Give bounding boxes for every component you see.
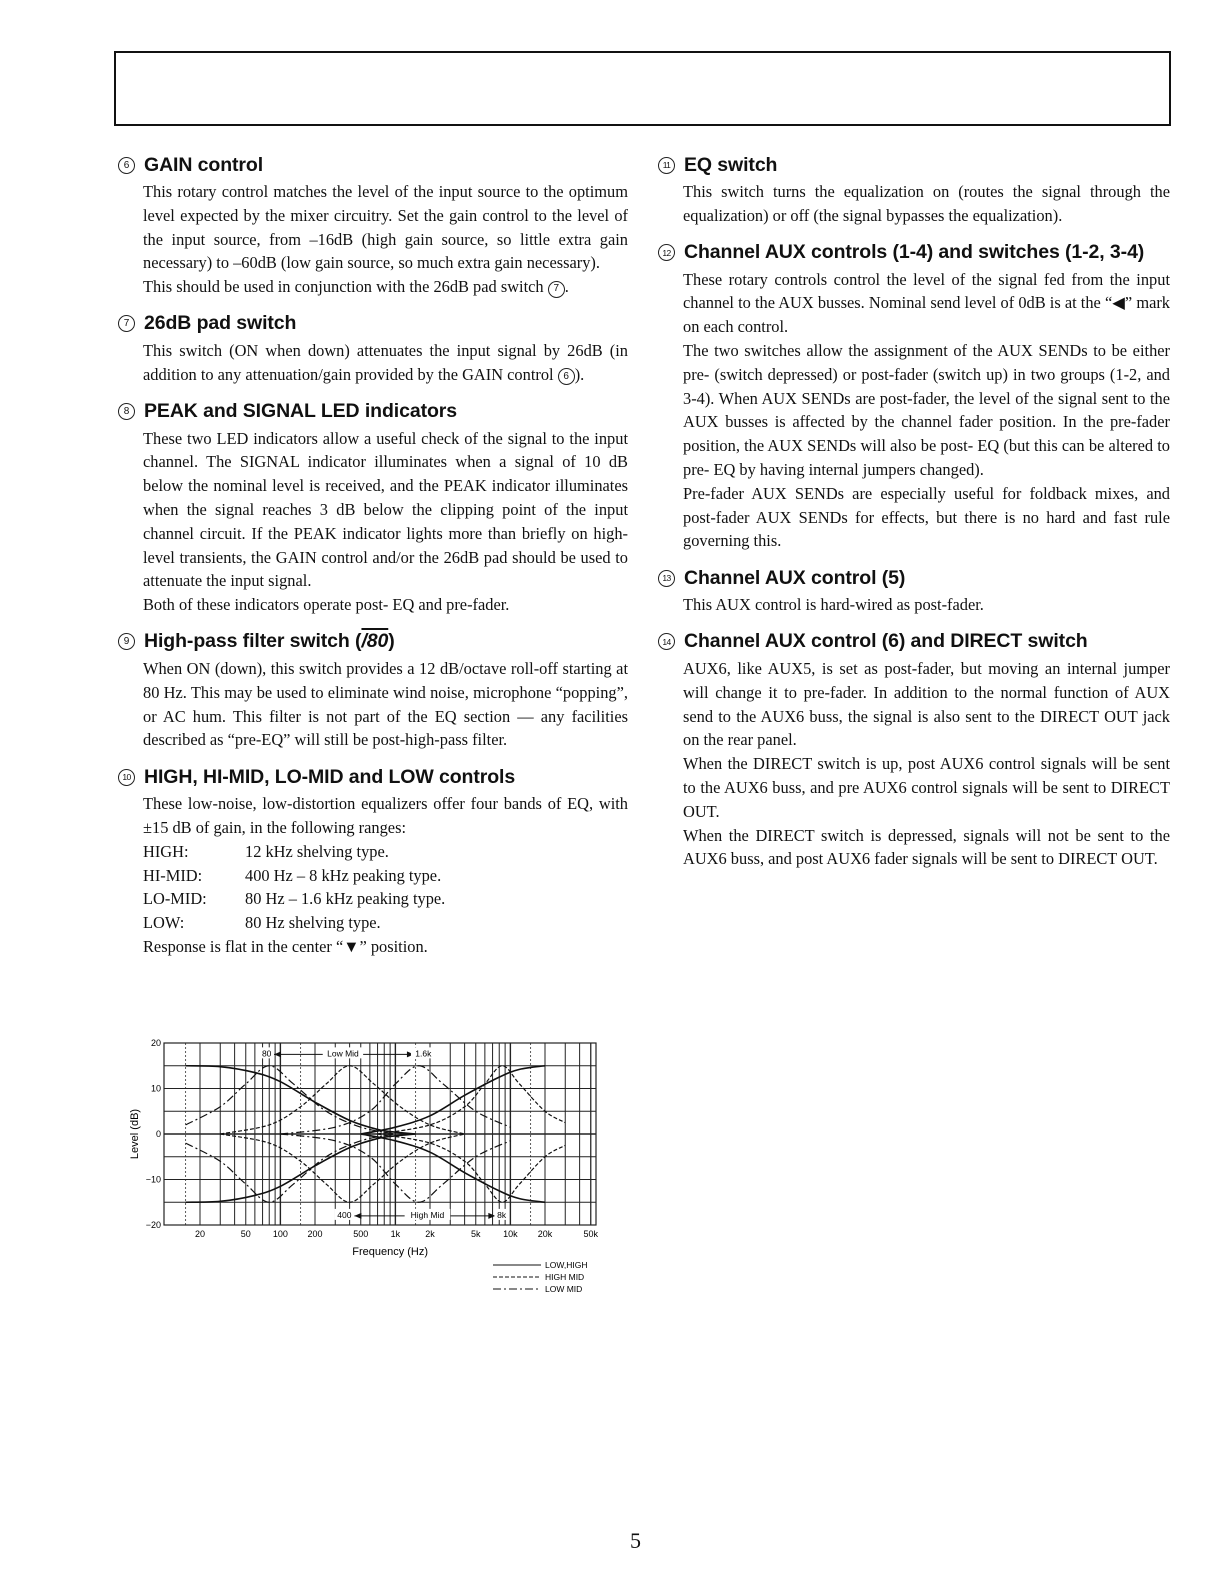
- svg-text:Low Mid: Low Mid: [327, 1048, 359, 1059]
- body-text: This switch turns the equalization on (routes the signal through the equalization) or off (the signal bypasses the equalization).: [683, 182, 1170, 225]
- section-title: Channel AUX control (6) and DIRECT switch: [684, 630, 1088, 653]
- section-aux-controls-1-4: [658, 238, 1170, 554]
- svg-text:10: 10: [150, 1083, 161, 1094]
- svg-text:LOW,HIGH: LOW,HIGH: [545, 1260, 588, 1270]
- item-number-badge: 9: [118, 633, 135, 650]
- section-title: Channel AUX controls (1-4) and switches (1-2, 3-4): [684, 241, 1145, 264]
- svg-text:8k: 8k: [497, 1209, 507, 1220]
- section-title: GAIN control: [144, 153, 264, 176]
- svg-text:2k: 2k: [425, 1229, 435, 1239]
- body-text: This AUX control is hard-wired as post-fader.: [683, 595, 984, 615]
- body-text: These low-noise, low-distortion equalizers offer four bands of EQ, with ±15 dB of gain, in the following ranges:: [143, 794, 628, 837]
- svg-text:100: 100: [272, 1229, 288, 1239]
- high-pass-symbol-icon: /80: [361, 630, 389, 653]
- right-column: [658, 150, 1170, 881]
- section-title: High-pass filter switch (: [144, 630, 362, 653]
- item-number-badge: 13: [658, 570, 675, 587]
- item-reference-badge: 6: [558, 368, 575, 385]
- item-number-badge: 8: [118, 403, 135, 420]
- section-title: 26dB pad switch: [144, 312, 297, 335]
- item-number-badge: 7: [118, 315, 135, 332]
- body-text: This switch (ON when down) attenuates the input signal by 26dB (in addition to any attenuation/gain provided by the GAIN control: [143, 340, 628, 384]
- item-number-badge: 11: [658, 157, 675, 174]
- body-text: When the DIRECT switch is depressed, signals will not be sent to the AUX6 buss, and post AUX6 fader signals will be sent to DIRECT OUT.: [683, 825, 1170, 869]
- header-frame: [114, 51, 1171, 126]
- svg-text:High Mid: High Mid: [410, 1209, 445, 1220]
- section-title: EQ switch: [684, 153, 778, 176]
- section-aux-control-5: [658, 563, 1170, 617]
- body-text: The two switches allow the assignment of the AUX SENDs to be either pre- (switch depressed) or post-fader (switch up) in two groups (1-2, and 3-4). When AUX SENDs are post-fader, the level of the signal sent to the AUX busses is affected by the channel fader position. In the pre-fader position, the AUX SENDs will also be post- EQ (but this can be altered to pre- EQ by having internal jumpers changed).: [683, 340, 1170, 479]
- svg-text:1.6k: 1.6k: [415, 1048, 432, 1059]
- svg-text:80: 80: [261, 1048, 272, 1059]
- section-title: PEAK and SIGNAL LED indicators: [144, 400, 458, 423]
- svg-text:400: 400: [337, 1209, 352, 1220]
- section-gain-control: 6 GAIN control This rotary control matches the level of the input source to the optimum level expected by the mixer circuitry. Set the gain control to the level of the input source, from –16dB (high gain source, so little extra gain necessary) to –60dB (low gain source, so much extra gain necessary). This should be used in conjunction with the 26dB pad switch 7 .: [118, 150, 628, 299]
- body-text: This rotary control matches the level of the input source to the optimum level expected by the mixer circuitry. Set the gain control to the level of the input source, from –16dB (high gain source, so little extra gain necessary) to –60dB (low gain source, so much extra gain necessary).: [143, 182, 628, 273]
- svg-text:LOW MID: LOW MID: [545, 1284, 583, 1294]
- section-eq-controls: [118, 762, 628, 959]
- svg-text:−20: −20: [145, 1220, 161, 1230]
- item-number-badge: 6: [118, 157, 135, 174]
- body-text: Pre-fader AUX SENDs are especially useful for foldback mixes, and post-fader AUX SENDs for effects, but there is no hard and fast rule governing this.: [683, 483, 1170, 551]
- body-text: When ON (down), this switch provides a 12 dB/octave roll-off starting at 80 Hz. This may be used to eliminate wind noise, microphone “popping”, or AC hum. This filter is not part of the EQ section — any facilities described as “pre-EQ” will still be post-high-pass filter.: [143, 658, 628, 750]
- item-number-badge: 10: [118, 769, 135, 786]
- svg-text:Level (dB): Level (dB): [129, 1108, 141, 1160]
- eq-range-row: LOW: 80 Hz shelving type.: [143, 913, 381, 933]
- section-high-pass-filter: 9 High-pass filter switch ( /80 ) When ON (down), this switch provides a 12 dB/octave roll-off starting at 80 Hz. This may be used to eliminate wind noise, microphone “popping”, or AC hum. This filter is not part of the EQ section — any facilities described as “pre-EQ” will still be post-high-pass filter.: [118, 627, 628, 752]
- body-text: Both of these indicators operate post- EQ and pre-fader.: [143, 595, 510, 615]
- svg-text:20: 20: [194, 1229, 206, 1239]
- section-peak-signal-led: [118, 397, 628, 617]
- svg-text:20: 20: [150, 1038, 161, 1048]
- item-number-badge: 12: [658, 244, 675, 261]
- svg-text:20k: 20k: [537, 1229, 553, 1239]
- svg-text:1k: 1k: [390, 1229, 401, 1239]
- body-text: AUX6, like AUX5, is set as post-fader, but moving an internal jumper will change it to pre-fader. In addition to the normal function of AUX send to the AUX6 buss, the signal is also sent to the DIRECT OUT jack on the rear panel.: [683, 658, 1170, 750]
- svg-text:50k: 50k: [583, 1229, 599, 1239]
- body-text: These two LED indicators allow a useful check of the signal to the input channel. The SIGNAL indicator illuminates when a signal of 10 dB below the nominal level is received, and the PEAK indicator illuminates when the signal reaches 3 dB below the clipping point of the input channel circuit. If the PEAK indicator lights more than briefly on high-level transients, the GAIN control and/or the 26dB pad should be used to attenuate the input signal.: [143, 428, 628, 591]
- item-number-badge: 14: [658, 633, 675, 650]
- svg-text:500: 500: [353, 1229, 369, 1239]
- eq-range-row: LO-MID: 80 Hz – 1.6 kHz peaking type.: [143, 889, 446, 909]
- svg-text:10k: 10k: [503, 1229, 518, 1239]
- eq-range-row: HIGH: 12 kHz shelving type.: [143, 841, 389, 861]
- section-aux-control-6-direct: [658, 627, 1170, 871]
- section-26db-pad-switch: 7 26dB pad switch This switch (ON when down) attenuates the input signal by 26dB (in addition to any attenuation/gain provided by the GAIN control 6 ).: [118, 309, 628, 387]
- eq-response-chart: [118, 1030, 618, 1310]
- section-title: HIGH, HI-MID, LO-MID and LOW controls: [144, 765, 516, 788]
- eq-response-plot: [118, 1030, 618, 1310]
- page-number: 5: [630, 1528, 641, 1553]
- item-reference-badge: 7: [548, 281, 565, 298]
- svg-text:−10: −10: [145, 1174, 161, 1185]
- body-text: Response is flat in the center “▼” position.: [143, 936, 428, 956]
- svg-text:HIGH MID: HIGH MID: [545, 1272, 585, 1282]
- svg-text:Frequency (Hz): Frequency (Hz): [352, 1246, 429, 1258]
- svg-text:200: 200: [307, 1229, 323, 1239]
- left-column: [118, 150, 628, 969]
- svg-text:50: 50: [240, 1229, 251, 1239]
- section-title: Channel AUX control (5): [684, 566, 906, 589]
- eq-range-row: HI-MID: 400 Hz – 8 kHz peaking type.: [143, 865, 442, 885]
- section-eq-switch: [658, 150, 1170, 228]
- body-text: When the DIRECT switch is up, post AUX6 control signals will be sent to the AUX6 buss, and pre AUX6 control signals will be sent to DIRECT OUT.: [683, 754, 1170, 821]
- body-text: This should be used in conjunction with the 26dB pad switch: [143, 277, 544, 297]
- svg-text:5k: 5k: [471, 1229, 481, 1239]
- svg-text:0: 0: [155, 1129, 161, 1139]
- body-text: These rotary controls control the level of the signal fed from the input channel to the AUX busses. Nominal send level of 0dB is at the “◀” mark on each control.: [683, 269, 1170, 337]
